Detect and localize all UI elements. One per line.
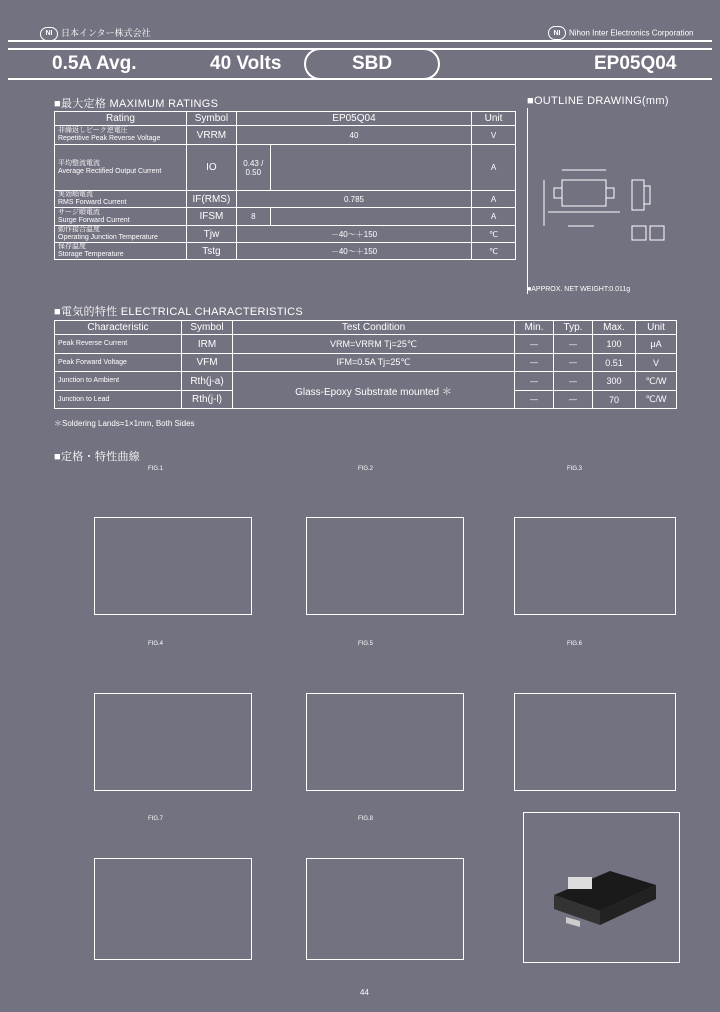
approx-weight: ■APPROX. NET WEIGHT:0.011g [527,286,631,293]
footnote: ＊Soldering Lands=1×1mm, Both Sides [54,419,195,428]
table-row: サージ順電流 Surge Forward Current IFSM 8 A [55,208,516,226]
fig6-label: FIG.6 [567,641,583,647]
fig8-label: FIG.8 [358,816,374,822]
col-symbol: Symbol [186,112,236,126]
fig7-label: FIG.7 [148,816,164,822]
fig2-label: FIG.2 [358,466,374,472]
max-ratings-table [54,111,516,260]
table-row: 保存温度 Storage Temperature Tstg －40～＋150 ℃ [55,243,516,260]
maker-jp: NI 日本インター株式会社 [40,26,151,41]
banner-part: EP05Q04 [594,53,677,74]
fig8-graph [306,858,464,960]
table-row: Peak Reverse Current IRM VRM=VRRM Tj=25℃ — — 100 μA [55,335,677,354]
maker-en: NI Nihon Inter Electronics Corporation [548,26,694,40]
fig3-graph [514,517,676,615]
table-row: Junction to Ambient Rth(j-a) Glass-Epoxy Substrate mounted ＊ — — 300 ℃/W [55,372,677,391]
table-row: 動作接合温度 Operating Junction Temperature Tjw －40～＋150 ℃ [55,226,516,243]
table-row: Peak Forward Voltage VFM IFM=0.5A Tj=25℃ — — 0.51 V [55,354,677,372]
elec-table: Characteristic Symbol Test Condition Min. Typ. Max. Unit Peak Reverse Current IRM VRM=VRRM Tj=25℃ — — 100 μA Peak Forward Voltage VFM IFM=0.5A Tj=25℃ — — 0.51 V Junction to Ambient Rth(j-a) Glass-Epoxy Substrate mounted ＊ — — 300 ℃/W Junction to Lead Rth(j-l) — — 70 ℃/W [54,320,677,409]
fig1-label: FIG.1 [148,466,164,472]
outline-title: ■OUTLINE DRAWING(mm) [527,95,669,107]
fig1-graph [94,517,252,615]
product-banner [8,48,712,80]
curves-title: ■定格・特性曲線 [54,451,141,463]
fig7-graph [94,858,252,960]
banner-voltage: 40 Volts [210,53,282,74]
fig4-label: FIG.4 [148,641,164,647]
col-rating: Rating [55,112,187,126]
package-image [524,813,679,962]
outline-diagram [528,108,680,294]
table-row: Junction to Lead Rth(j-l) — — 70 ℃/W [55,391,677,409]
outline-drawing [527,108,680,294]
header-rule [8,40,712,42]
col-unit: Unit [472,112,516,126]
table-row: 実効順電流 RMS Forward Current IF(RMS) 0.785 A [55,191,516,208]
fig4-graph [94,693,252,791]
fig3-label: FIG.3 [567,466,583,472]
fig6-graph [514,693,676,791]
banner-current: 0.5A Avg. [52,53,137,74]
fig2-graph [306,517,464,615]
max-ratings-title: ■最大定格 MAXIMUM RATINGS [54,98,219,110]
col-part: EP05Q04 [236,112,471,126]
fig5-graph [306,693,464,791]
banner-type: SBD [304,48,440,80]
company-logo-icon: NI [40,27,58,41]
table-row: 平均整流電流 Average Rectified Output Current IO 0.43 / 0.50 A [55,145,516,191]
fig5-label: FIG.5 [358,641,374,647]
table-row: 非繰返しピーク逆電圧 Repetitive Peak Reverse Voltage VRRM 40 V [55,126,516,145]
package-photo [523,812,680,963]
elec-title: ■電気的特性 ELECTRICAL CHARACTERISTICS [54,306,303,318]
company-logo-icon: NI [548,26,566,40]
page-number: 44 [360,988,369,997]
